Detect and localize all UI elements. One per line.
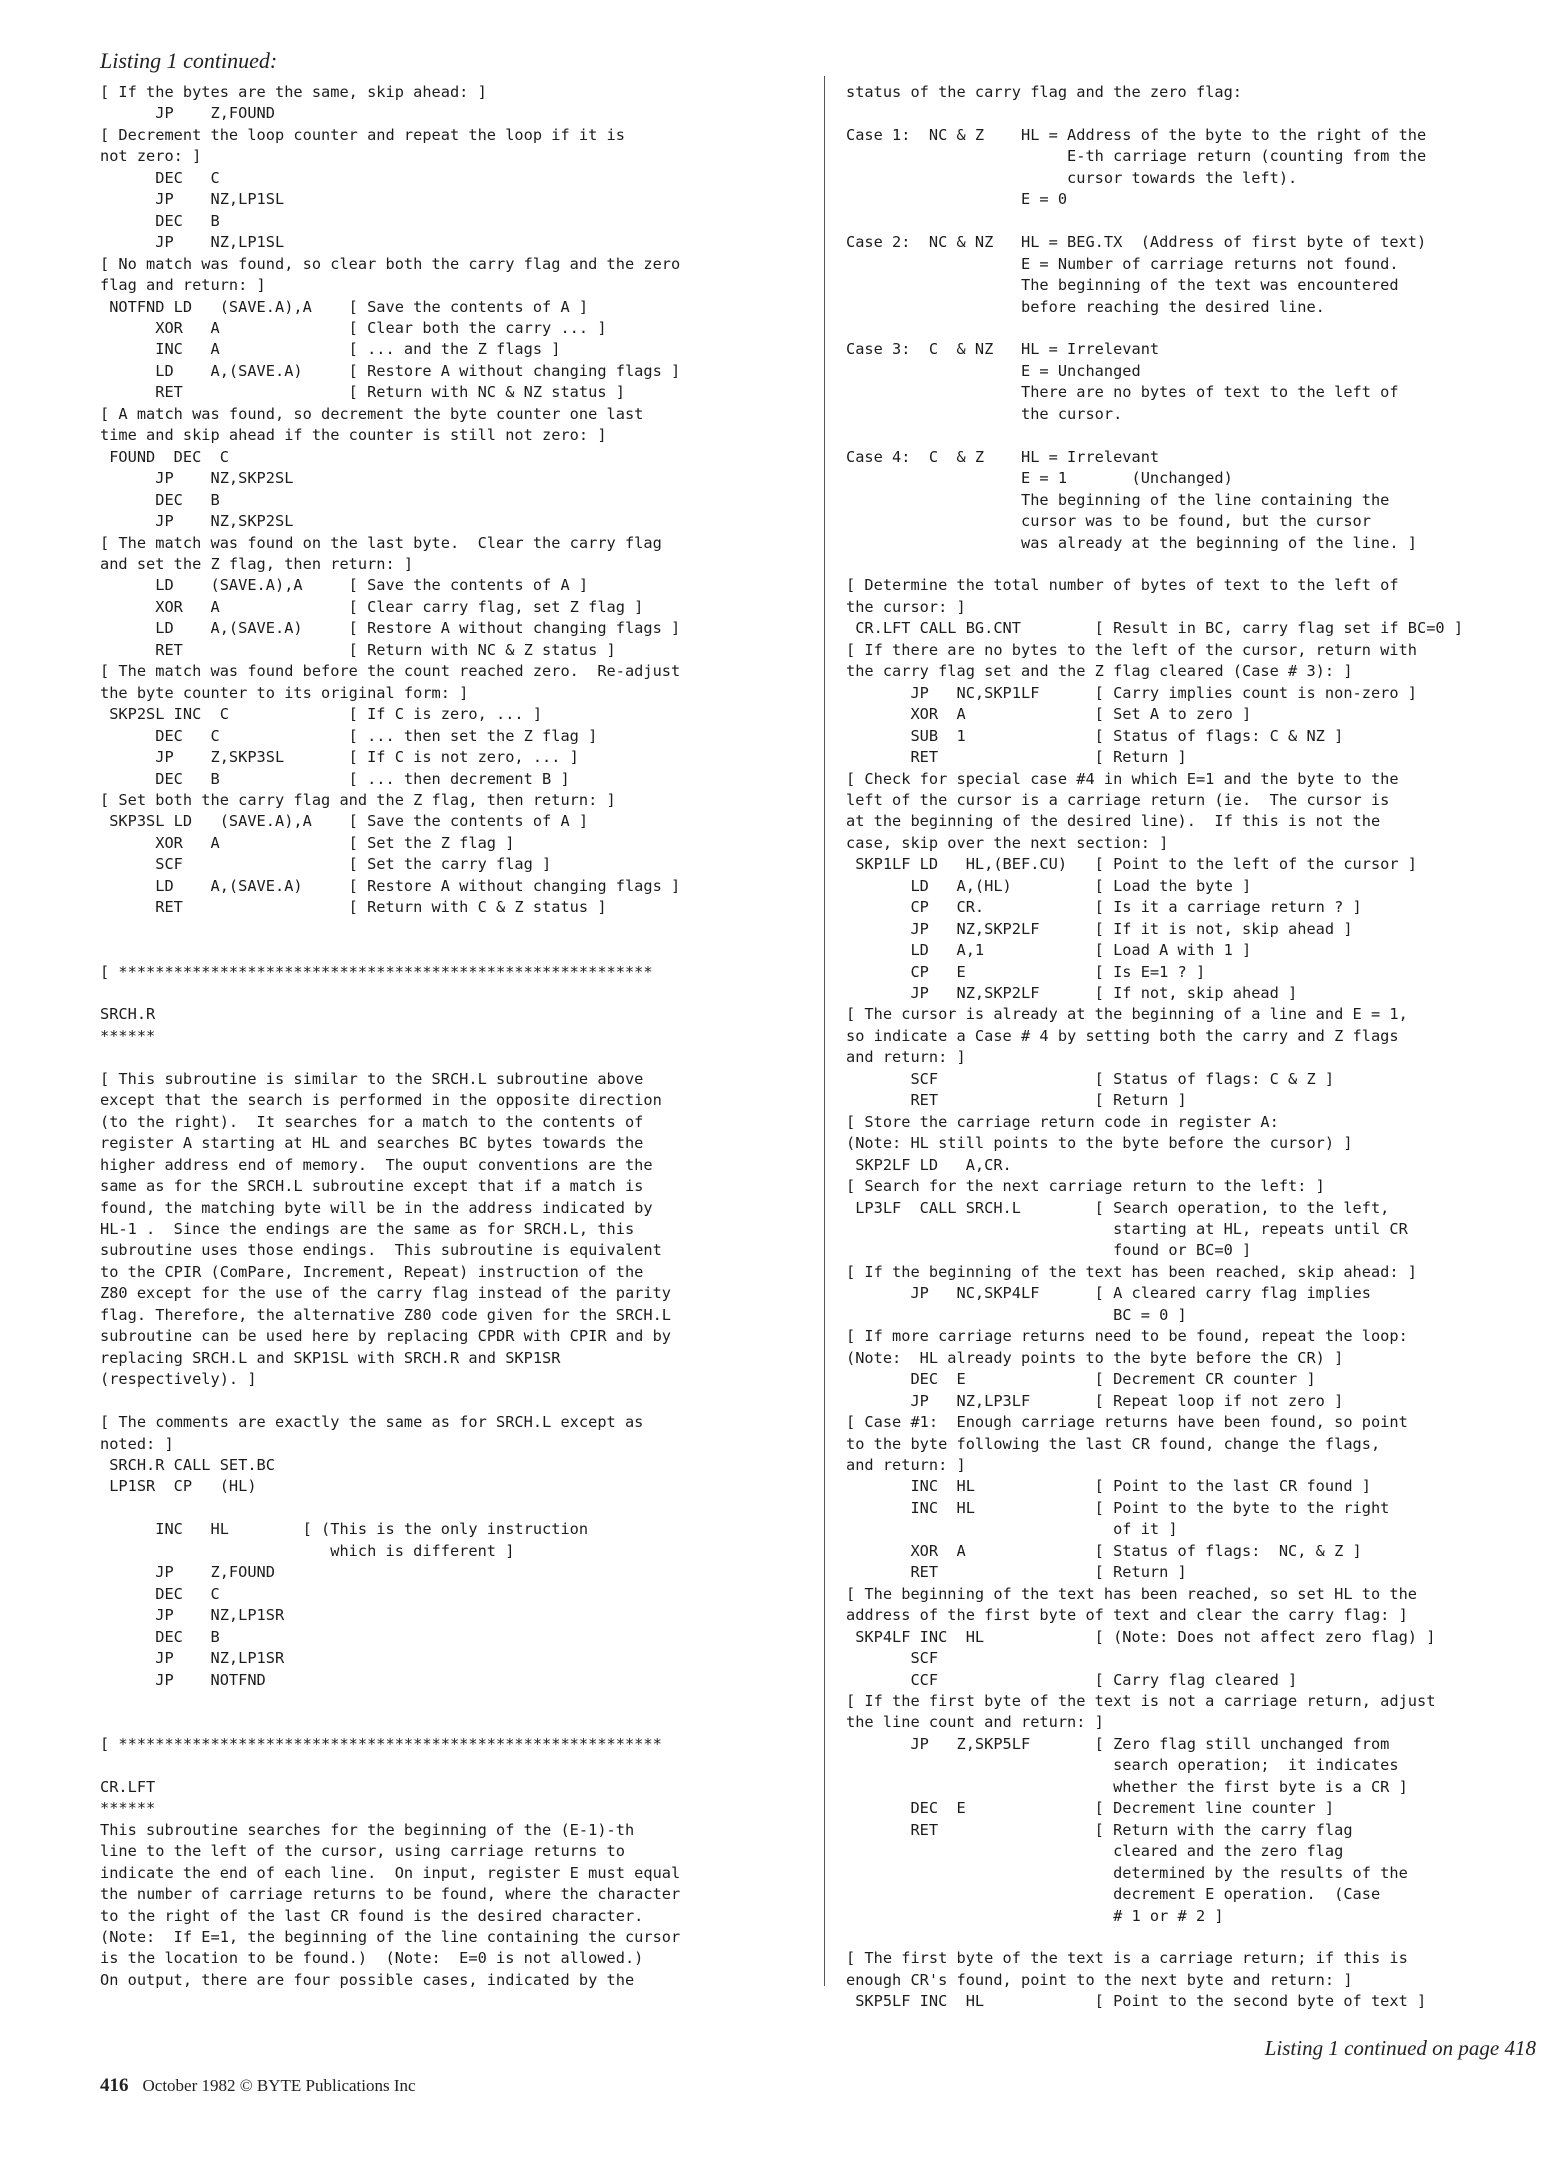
code-line: [ No match was found, so clear both the carry flag and the zero xyxy=(100,254,681,273)
code-line xyxy=(846,318,1546,339)
code-line: NOTFND LD (SAVE.A),A [ Save the contents of A ] xyxy=(100,297,589,316)
code-line: SUB 1 [ Status of flags: C & NZ ] xyxy=(846,726,1344,745)
code-line: LD A,(SAVE.A) [ Restore A without changing flags ] xyxy=(100,619,681,638)
code-line: LP3LF CALL SRCH.L [ Search operation, to the left, xyxy=(846,1198,1390,1217)
code-line: subroutine can be used here by replacing CPDR with CPIR and by xyxy=(100,1327,671,1346)
code-line: RET [ Return with NC & Z status ] xyxy=(100,640,616,659)
code-line: flag. Therefore, the alternative Z80 code given for the SRCH.L xyxy=(100,1305,671,1324)
code-line: DEC E [ Decrement CR counter ] xyxy=(846,1370,1316,1389)
code-line: Case 2: NC & NZ HL = BEG.TX (Address of first byte of text) xyxy=(846,233,1427,252)
code-line: line to the left of the cursor, using carriage returns to xyxy=(100,1842,625,1861)
code-line: flag and return: ] xyxy=(100,276,266,295)
code-line: LD A,(SAVE.A) [ Restore A without changing flags ] xyxy=(100,361,681,380)
code-line: [ The cursor is already at the beginning of a line and E = 1, xyxy=(846,1005,1408,1024)
code-line: LP1SR CP (HL) xyxy=(100,1477,257,1496)
code-line: RET [ Return ] xyxy=(846,1563,1187,1582)
code-line: Case 4: C & Z HL = Irrelevant xyxy=(846,447,1160,466)
code-line: JP Z,SKP3SL [ If C is not zero, ... ] xyxy=(100,748,579,767)
code-line: E-th carriage return (counting from the xyxy=(846,147,1427,166)
code-line: [ This subroutine is similar to the SRCH.L subroutine above xyxy=(100,1069,644,1088)
code-line: On output, there are four possible cases, indicated by the xyxy=(100,1970,635,1989)
code-line: [ If the bytes are the same, skip ahead: ] xyxy=(100,83,487,101)
code-line: subroutine uses those endings. This subroutine is equivalent xyxy=(100,1241,662,1260)
code-line: not zero: ] xyxy=(100,147,202,166)
code-line: the byte counter to its original form: ] xyxy=(100,683,469,702)
code-line: [ Decrement the loop counter and repeat the loop if it is xyxy=(100,125,625,144)
code-line: JP NZ,LP1SR xyxy=(100,1649,285,1668)
code-line: to the right of the last CR found is the desired character. xyxy=(100,1906,644,1925)
code-line: This subroutine searches for the beginning of the (E-1)-th xyxy=(100,1820,635,1839)
code-line: JP NZ,LP1SR xyxy=(100,1606,285,1625)
code-line: address of the first byte of text and clear the carry flag: ] xyxy=(846,1606,1408,1625)
code-line: JP NZ,LP1SL xyxy=(100,190,285,209)
code-line: SCF xyxy=(846,1649,939,1668)
code-line: XOR A [ Set A to zero ] xyxy=(846,705,1252,724)
code-line: DEC B xyxy=(100,490,220,509)
code-line xyxy=(846,425,1546,446)
code-line: RET [ Return with NC & NZ status ] xyxy=(100,383,625,402)
code-line: E = Number of carriage returns not found. xyxy=(846,254,1399,273)
code-line: There are no bytes of text to the left of xyxy=(846,383,1399,402)
code-line: DEC B [ ... then decrement B ] xyxy=(100,769,570,788)
code-line: except that the search is performed in the opposite direction xyxy=(100,1091,662,1110)
code-line xyxy=(100,1691,800,1712)
code-line: CP CR. [ Is it a carriage return ? ] xyxy=(846,898,1362,917)
publication-line: October 1982 © BYTE Publications Inc xyxy=(142,2076,416,2095)
code-line: JP Z,SKP5LF [ Zero flag still unchanged from xyxy=(846,1734,1390,1753)
code-line: [ If the first byte of the text is not a carriage return, adjust xyxy=(846,1691,1436,1710)
code-line: E = Unchanged xyxy=(846,361,1141,380)
code-line: E = 1 (Unchanged) xyxy=(846,469,1233,488)
code-line xyxy=(100,983,800,1004)
code-line: left of the cursor is a carriage return (ie. The cursor is xyxy=(846,790,1390,809)
code-line: higher address end of memory. The ouput conventions are the xyxy=(100,1155,653,1174)
code-line: Case 3: C & NZ HL = Irrelevant xyxy=(846,340,1160,359)
code-line: INC A [ ... and the Z flags ] xyxy=(100,340,561,359)
code-line: INC HL [ Point to the byte to the right xyxy=(846,1498,1390,1517)
code-line: INC HL [ Point to the last CR found ] xyxy=(846,1477,1371,1496)
code-line: case, skip over the next section: ] xyxy=(846,833,1169,852)
code-line: [ A match was found, so decrement the byte counter one last xyxy=(100,404,644,423)
page-number: 416 xyxy=(100,2075,129,2096)
code-line: and return: ] xyxy=(846,1048,966,1067)
code-line xyxy=(100,1391,800,1412)
code-line: of it ] xyxy=(846,1520,1178,1539)
code-line: [ Set both the carry flag and the Z flag, then return: ] xyxy=(100,790,616,809)
code-line xyxy=(846,211,1546,232)
code-line: LD A,1 [ Load A with 1 ] xyxy=(846,941,1252,960)
code-line: (Note: HL still points to the byte before the cursor) ] xyxy=(846,1134,1353,1153)
code-line: register A starting at HL and searches BC bytes towards the xyxy=(100,1134,644,1153)
listing-left-column xyxy=(100,82,800,1991)
code-line: XOR A [ Clear both the carry ... ] xyxy=(100,318,607,337)
code-line: [ ********************************************************** xyxy=(100,962,653,981)
code-line: DEC B xyxy=(100,1627,220,1646)
code-line: SKP2LF LD A,CR. xyxy=(846,1155,1012,1174)
code-line: to the CPIR (ComPare, Increment, Repeat) instruction of the xyxy=(100,1262,644,1281)
code-line: The beginning of the line containing the xyxy=(846,490,1390,509)
code-line: SRCH.R xyxy=(100,1005,156,1024)
code-line: DEC C [ ... then set the Z flag ] xyxy=(100,726,598,745)
code-line: cursor towards the left). xyxy=(846,168,1298,187)
code-line: CP E [ Is E=1 ? ] xyxy=(846,962,1206,981)
code-line: ****** xyxy=(100,1026,156,1045)
code-line xyxy=(100,1755,800,1776)
code-line: JP Z,FOUND xyxy=(100,1563,275,1582)
code-line: which is different ] xyxy=(100,1541,515,1560)
code-line: [ Store the carriage return code in register A: xyxy=(846,1112,1279,1131)
code-line xyxy=(100,1712,800,1733)
code-line: RET [ Return with the carry flag xyxy=(846,1820,1353,1839)
code-line: JP Z,FOUND xyxy=(100,104,275,123)
code-line: SCF [ Set the carry flag ] xyxy=(100,855,552,874)
code-line: DEC C xyxy=(100,1584,220,1603)
code-line: BC = 0 ] xyxy=(846,1305,1187,1324)
code-line: DEC B xyxy=(100,211,220,230)
code-line: Case 1: NC & Z HL = Address of the byte to the right of the xyxy=(846,125,1427,144)
code-line: SKP3SL LD (SAVE.A),A [ Save the contents of A ] xyxy=(100,812,589,831)
code-line: [ Search for the next carriage return to the left: ] xyxy=(846,1177,1325,1196)
code-line: HL-1 . Since the endings are the same as for SRCH.L, this xyxy=(100,1220,635,1239)
code-line: [ The beginning of the text has been reached, so set HL to the xyxy=(846,1584,1417,1603)
code-line xyxy=(100,1047,800,1068)
code-line: JP NZ,SKP2SL xyxy=(100,512,294,531)
column-divider xyxy=(824,76,825,1986)
code-line: XOR A [ Set the Z flag ] xyxy=(100,833,515,852)
code-line: [ The match was found on the last byte. Clear the carry flag xyxy=(100,533,662,552)
code-line: INC HL [ (This is the only instruction xyxy=(100,1520,589,1539)
code-line: JP NZ,SKP2LF [ If not, skip ahead ] xyxy=(846,984,1298,1003)
code-line: JP NC,SKP1LF [ Carry implies count is non-zero ] xyxy=(846,683,1417,702)
code-line: XOR A [ Status of flags: NC, & Z ] xyxy=(846,1541,1362,1560)
code-line: whether the first byte is a CR ] xyxy=(846,1777,1408,1796)
listing-heading: Listing 1 continued: xyxy=(100,48,278,73)
code-line: [ *********************************************************** xyxy=(100,1734,662,1753)
code-line: (to the right). It searches for a match to the contents of xyxy=(100,1112,644,1131)
code-line: the number of carriage returns to be found, where the character xyxy=(100,1885,681,1904)
code-line: RET [ Return ] xyxy=(846,748,1187,767)
code-line: [ If more carriage returns need to be found, repeat the loop: xyxy=(846,1327,1408,1346)
code-line: CR.LFT xyxy=(100,1777,156,1796)
code-line: FOUND DEC C xyxy=(100,447,229,466)
code-line: Z80 except for the use of the carry flag instead of the parity xyxy=(100,1284,671,1303)
code-line: # 1 or # 2 ] xyxy=(846,1906,1224,1925)
code-line: ****** xyxy=(100,1799,156,1818)
code-line: (respectively). ] xyxy=(100,1370,257,1389)
page-footer xyxy=(100,2075,416,2097)
code-line: SKP2SL INC C [ If C is zero, ... ] xyxy=(100,705,543,724)
code-line: so indicate a Case # 4 by setting both the carry and Z flags xyxy=(846,1026,1399,1045)
code-line: starting at HL, repeats until CR xyxy=(846,1220,1408,1239)
code-line: [ If there are no bytes to the left of the cursor, return with xyxy=(846,640,1417,659)
code-line: (Note: HL already points to the byte before the CR) ] xyxy=(846,1348,1344,1367)
code-line: The beginning of the text was encountered xyxy=(846,276,1399,295)
code-line: RET [ Return with C & Z status ] xyxy=(100,898,607,917)
code-line: [ Check for special case #4 in which E=1 and the byte to the xyxy=(846,769,1399,788)
code-line: [ If the beginning of the text has been reached, skip ahead: ] xyxy=(846,1262,1417,1281)
code-line: [ The comments are exactly the same as for SRCH.L except as xyxy=(100,1413,644,1432)
code-line: CCF [ Carry flag cleared ] xyxy=(846,1670,1298,1689)
code-line: [ The first byte of the text is a carriage return; if this is xyxy=(846,1949,1408,1968)
code-line: JP NZ,SKP2SL xyxy=(100,469,294,488)
code-line: the line count and return: ] xyxy=(846,1713,1104,1732)
code-line: LD (SAVE.A),A [ Save the contents of A ] xyxy=(100,576,589,595)
code-line: DEC E [ Decrement line counter ] xyxy=(846,1799,1335,1818)
code-line xyxy=(846,103,1546,124)
code-line: SKP4LF INC HL [ (Note: Does not affect zero flag) ] xyxy=(846,1627,1436,1646)
code-line: [ The match was found before the count reached zero. Re-adjust xyxy=(100,662,681,681)
code-line: CR.LFT CALL BG.CNT [ Result in BC, carry flag set if BC=0 ] xyxy=(846,619,1464,638)
code-line: cursor was to be found, but the cursor xyxy=(846,512,1371,531)
code-line xyxy=(100,1498,800,1519)
code-line: SKP1LF LD HL,(BEF.CU) [ Point to the left of the cursor ] xyxy=(846,855,1417,874)
code-line: replacing SRCH.L and SKP1SL with SRCH.R and SKP1SR xyxy=(100,1348,561,1367)
code-line: status of the carry flag and the zero flag: xyxy=(846,83,1243,101)
code-line: [ Determine the total number of bytes of text to the left of xyxy=(846,576,1399,595)
code-line: SRCH.R CALL SET.BC xyxy=(100,1456,275,1474)
code-line: decrement E operation. (Case xyxy=(846,1885,1381,1904)
code-line: SCF [ Status of flags: C & Z ] xyxy=(846,1069,1335,1088)
code-line xyxy=(100,940,800,961)
code-line: (Note: If E=1, the beginning of the line containing the cursor xyxy=(100,1927,681,1946)
code-line: the cursor: ] xyxy=(846,597,966,616)
listing-right-column xyxy=(846,82,1546,2013)
code-line: found or BC=0 ] xyxy=(846,1241,1252,1260)
code-line: the cursor. xyxy=(846,404,1123,423)
code-line: same as for the SRCH.L subroutine except that if a match is xyxy=(100,1177,644,1196)
code-line: to the byte following the last CR found, change the flags, xyxy=(846,1434,1381,1453)
code-line: the carry flag set and the Z flag cleared (Case # 3): ] xyxy=(846,662,1353,681)
code-line xyxy=(846,554,1546,575)
code-line: is the location to be found.) (Note: E=0 is not allowed.) xyxy=(100,1949,644,1968)
code-line: JP NZ,LP3LF [ Repeat loop if not zero ] xyxy=(846,1391,1344,1410)
code-line: before reaching the desired line. xyxy=(846,297,1325,316)
code-line: JP NOTFND xyxy=(100,1670,266,1689)
code-line: JP NZ,LP1SL xyxy=(100,233,285,252)
code-line: cleared and the zero flag xyxy=(846,1842,1344,1861)
code-line: SKP5LF INC HL [ Point to the second byte of text ] xyxy=(846,1992,1427,2011)
code-line: was already at the beginning of the line. ] xyxy=(846,533,1417,552)
code-line: and return: ] xyxy=(846,1456,966,1474)
code-line: [ Case #1: Enough carriage returns have been found, so point xyxy=(846,1413,1408,1432)
code-line: LD A,(SAVE.A) [ Restore A without changing flags ] xyxy=(100,876,681,895)
code-line: DEC C xyxy=(100,168,220,187)
code-line: noted: ] xyxy=(100,1434,174,1453)
code-line: search operation; it indicates xyxy=(846,1756,1399,1775)
code-line: enough CR's found, point to the next byte and return: ] xyxy=(846,1970,1353,1989)
code-line: JP NZ,SKP2LF [ If it is not, skip ahead ] xyxy=(846,919,1353,938)
code-line: E = 0 xyxy=(846,190,1068,209)
code-line: XOR A [ Clear carry flag, set Z flag ] xyxy=(100,597,644,616)
code-line: JP NC,SKP4LF [ A cleared carry flag implies xyxy=(846,1284,1371,1303)
code-line: determined by the results of the xyxy=(846,1863,1408,1882)
continued-note: Listing 1 continued on page 418 xyxy=(1264,2036,1536,2060)
code-line: indicate the end of each line. On input, register E must equal xyxy=(100,1863,681,1882)
code-line: found, the matching byte will be in the address indicated by xyxy=(100,1198,653,1217)
code-line: time and skip ahead if the counter is still not zero: ] xyxy=(100,426,607,445)
code-line: RET [ Return ] xyxy=(846,1091,1187,1110)
code-line: LD A,(HL) [ Load the byte ] xyxy=(846,876,1252,895)
code-line xyxy=(846,1927,1546,1948)
code-line: and set the Z flag, then return: ] xyxy=(100,554,414,573)
code-line xyxy=(100,919,800,940)
code-line: at the beginning of the desired line). If this is not the xyxy=(846,812,1381,831)
